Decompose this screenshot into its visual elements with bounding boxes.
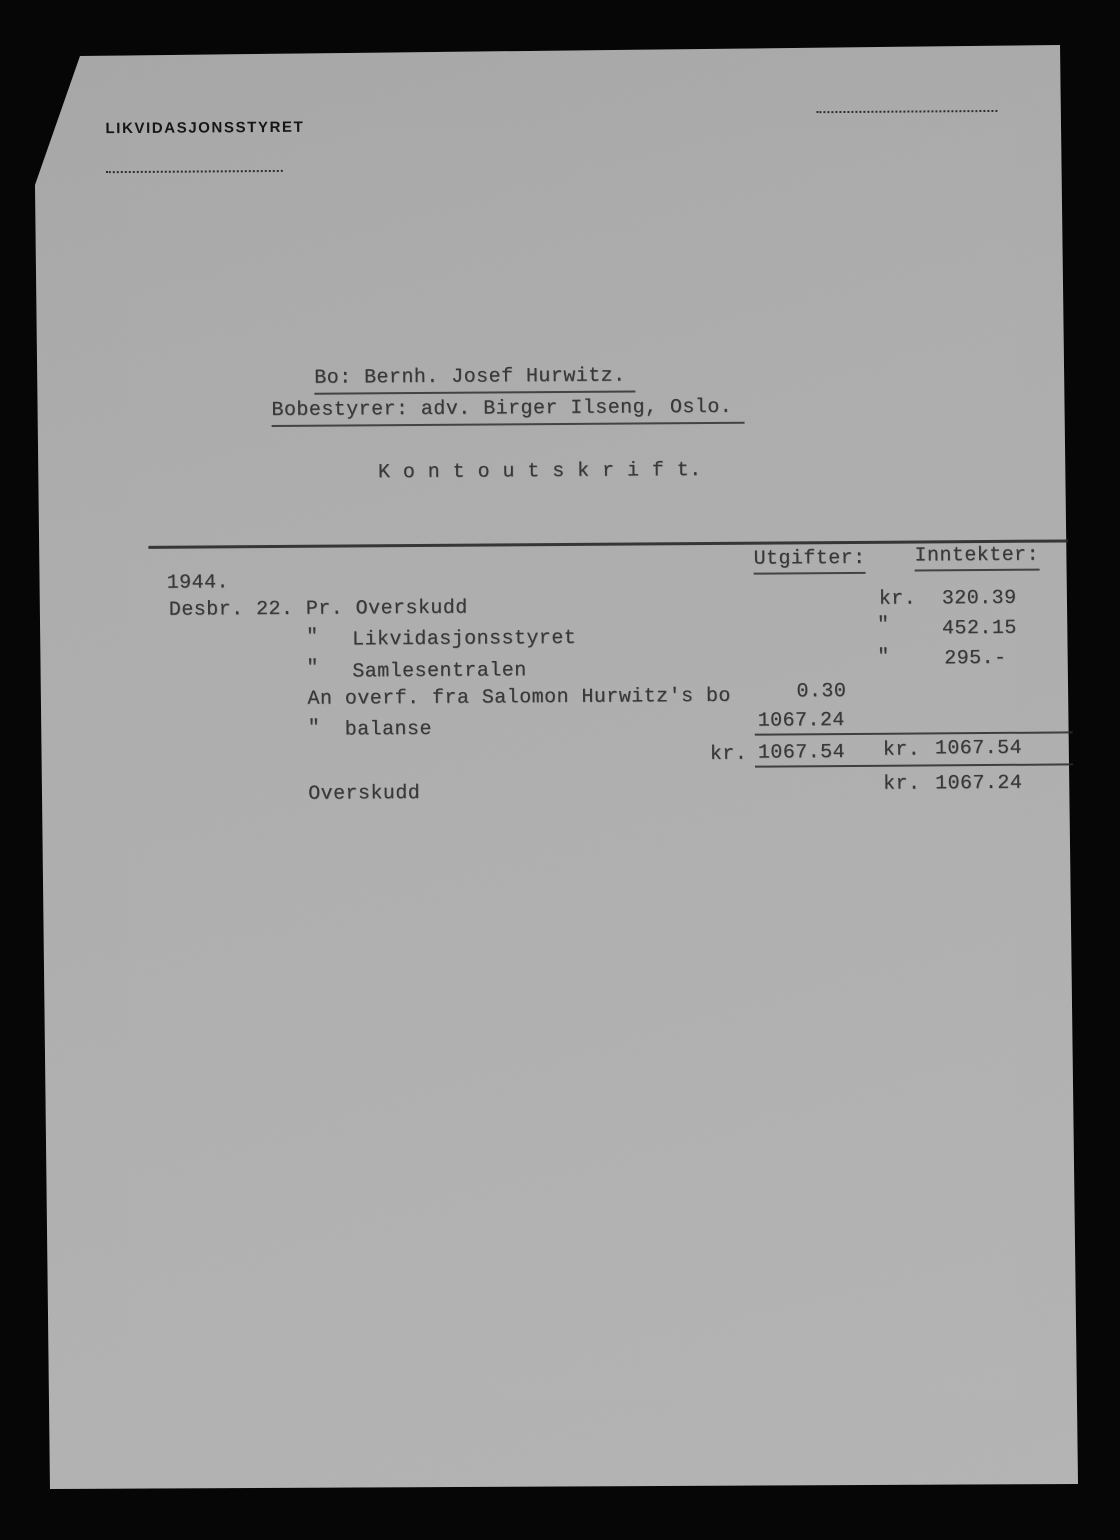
ditto-mark: " xyxy=(306,656,319,680)
entry-row-text: Samlesentralen xyxy=(352,659,527,684)
case-title-line: Bo: Bernh. Josef Hurwitz. xyxy=(314,365,635,394)
document-title: K o n t o u t s k r i f t. xyxy=(377,459,702,485)
column-header-inntekter: Inntekter: xyxy=(914,545,1039,572)
ditto-mark: " xyxy=(876,613,890,637)
result-currency: kr. xyxy=(883,772,921,796)
column-header-utgifter: Utgifter: xyxy=(753,548,865,575)
administrator-line: Bobestyrer: adv. Birger Ilseng, Oslo. xyxy=(271,397,744,427)
result-label: Overskudd xyxy=(308,781,421,806)
amount-inntekter: 452.15 xyxy=(941,616,1017,641)
amount-inntekter: 320.39 xyxy=(941,586,1017,611)
ditto-mark: " xyxy=(305,625,319,649)
totals-amount-inntekter: 1067.54 xyxy=(934,736,1023,761)
ditto-mark: " xyxy=(877,645,890,669)
stamp-dotted-line xyxy=(106,170,283,173)
header-dotted-line xyxy=(816,110,997,113)
ditto-mark: " xyxy=(307,716,321,740)
currency-mark: kr. xyxy=(878,587,917,611)
amount-utgifter: 1067.24 xyxy=(757,709,845,733)
amount-inntekter: 295.- xyxy=(944,646,1007,671)
entry-row-text: Desbr. 22. Pr. Overskudd xyxy=(168,596,468,622)
entry-row-text: balanse xyxy=(344,717,432,742)
entry-row-text: Likvidasjonsstyret xyxy=(352,626,577,652)
totals-currency-inntekter: kr. xyxy=(882,738,921,762)
entry-row-text: An overf. fra Salomon Hurwitz's bo xyxy=(307,684,731,711)
year-label: 1944. xyxy=(166,571,230,595)
totals-amount-utgifter: 1067.54 xyxy=(757,741,846,765)
totals-currency-utgifter: kr. xyxy=(709,742,748,766)
result-amount: 1067.24 xyxy=(935,771,1023,796)
amount-utgifter: 0.30 xyxy=(796,679,847,704)
office-stamp-title: LIKVIDASJONSSTYRET xyxy=(105,118,305,138)
